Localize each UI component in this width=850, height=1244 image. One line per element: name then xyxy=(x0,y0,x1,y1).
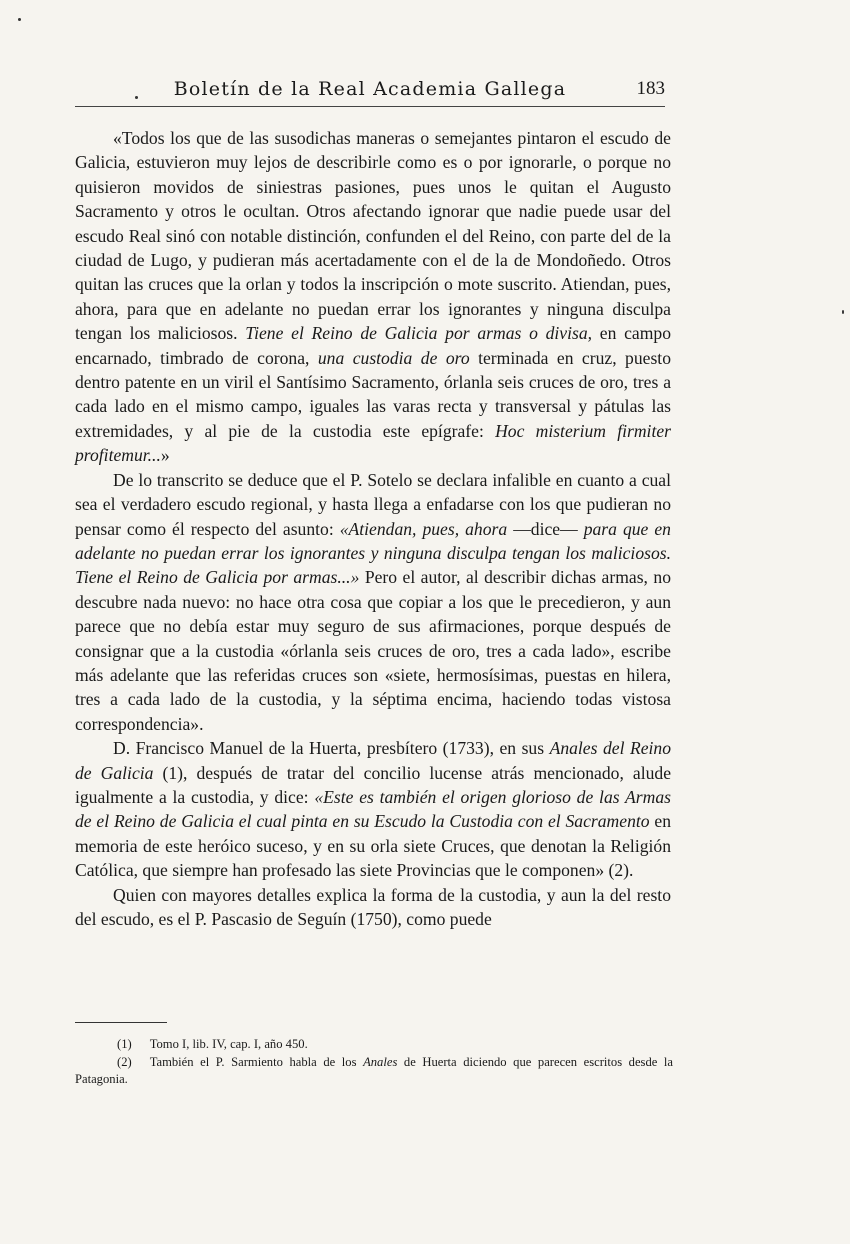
text-run: de Huerta diciendo que parecen escritos desde la Patagonia. xyxy=(75,1054,674,1086)
footnote-1 xyxy=(75,1036,673,1054)
main-text xyxy=(75,126,671,931)
text-run: «Todos los que de las susodichas maneras o semejantes pintaron el escudo de Galicia, estuvieron muy lejos de describirle como es o por ignorarle, o porque no quisieron movidos de siniestras pasiones, pues unos le quitan el Augusto Sacramento y otros le ocultan. Otros afectando ignorar que nadie puede usar del escudo Real sinó con notable distinción, confunden el del Reino, con parte del de la ciudad de Lugo, y pudieran más acertadamente con el de la de Mondoñedo. Otros quitan las cruces que la orlan y todos la inscripción o mote suscrito. Atiendan, pues, ahora, para que en adelante no puedan errar los ignorantes y ninguna disculpa tengan los maliciosos. xyxy=(75,128,671,344)
scan-speck xyxy=(842,310,844,314)
text-run: » xyxy=(160,445,170,466)
running-header xyxy=(75,76,665,107)
page-number: 183 xyxy=(636,78,665,99)
italic-run: Hoc misterium firmiter profitemur... xyxy=(75,420,671,466)
italic-run: «Este es también el origen glorioso de las Armas de el Reino de Galicia el cual pinta en su Escudo la Custodia con el Sacramento xyxy=(75,786,671,832)
text-run: en memoria de este heróico suceso, y en su orla siete Cruces, que denotan la Religión Católica, que siempre han profesado las siete Provincias que le componen» (2). xyxy=(75,811,671,881)
footnote-number: (2) xyxy=(117,1054,132,1069)
text-run: Quien con mayores detalles explica la forma de la custodia, y aun la del resto del escudo, es el P. Pascasio de Seguín (1750), como puede xyxy=(75,884,671,929)
paragraph-3 xyxy=(75,736,671,882)
text-run: terminada en cruz, puesto dentro patente en un viril el Santísimo Sacramento, órlanla seis cruces de oro, tres a cada lado en el mismo campo, iguales las varas recta y transversal y pátulas las extremidades, y al pie de la custodia este epígrafe: xyxy=(75,347,671,441)
italic-run: Anales del Reino de Galicia xyxy=(75,738,671,783)
text-run: Pero el autor, al describir dichas armas, no descubre nada nuevo: no hace otra cosa que copiar a los que le precedieron, y aun parece que no debía estar muy seguro de sus afirmaciones, porque después de consignar que a la custodia «órlanla seis cruces de oro, tres a cada lado», escribe más adelante que las referidas cruces son «siete, hermosísimas, puestas en hilera, tres a cada lado de la custodia, y la séptima encima, haciendo todas vistosa correspondencia». xyxy=(75,567,671,734)
text-run: (1), después de tratar del concilio lucense atrás mencionado, alude igualmente a la custodia, y dice: xyxy=(75,762,672,807)
scan-speck xyxy=(135,96,138,99)
text-run: D. Francisco Manuel de la Huerta, presbítero (1733), en sus xyxy=(113,738,550,759)
footnotes xyxy=(75,1036,673,1089)
italic-run: Tiene el Reino de Galicia por armas o divisa, xyxy=(245,323,593,344)
paragraph-1 xyxy=(75,126,671,468)
text-run: Tomo I, lib. IV, cap. I, año 450. xyxy=(149,1037,308,1051)
scan-speck xyxy=(18,18,21,21)
footnote-divider xyxy=(75,1022,167,1023)
italic-run: una custodia de oro xyxy=(317,347,470,368)
running-title: Boletín de la Real Academia Gallega xyxy=(173,78,567,100)
paragraph-2 xyxy=(75,468,671,736)
text-run: De lo transcrito se deduce que el P. Sotelo se declara infalible en cuanto a cual sea el verdadero escudo regional, y hasta llega a enfadarse con los que pudieran no pensar como él respecto del asunto: xyxy=(75,469,671,539)
italic-run: para que en adelante no puedan errar los ignorantes y ninguna disculpa tengan los maliciosos. Tiene el Reino de Galicia por armas...» xyxy=(75,518,671,588)
italic-run: Anales xyxy=(363,1054,398,1069)
italic-run: «Atiendan, pues, ahora xyxy=(339,518,508,539)
text-run: en campo encarnado, timbrado de corona, xyxy=(75,323,671,368)
paragraph-4 xyxy=(75,883,671,932)
text-run: También el P. Sarmiento habla de los xyxy=(149,1054,364,1069)
footnote-2 xyxy=(75,1054,673,1089)
footnote-number: (1) xyxy=(117,1037,132,1051)
text-run: —dice— xyxy=(507,518,584,539)
